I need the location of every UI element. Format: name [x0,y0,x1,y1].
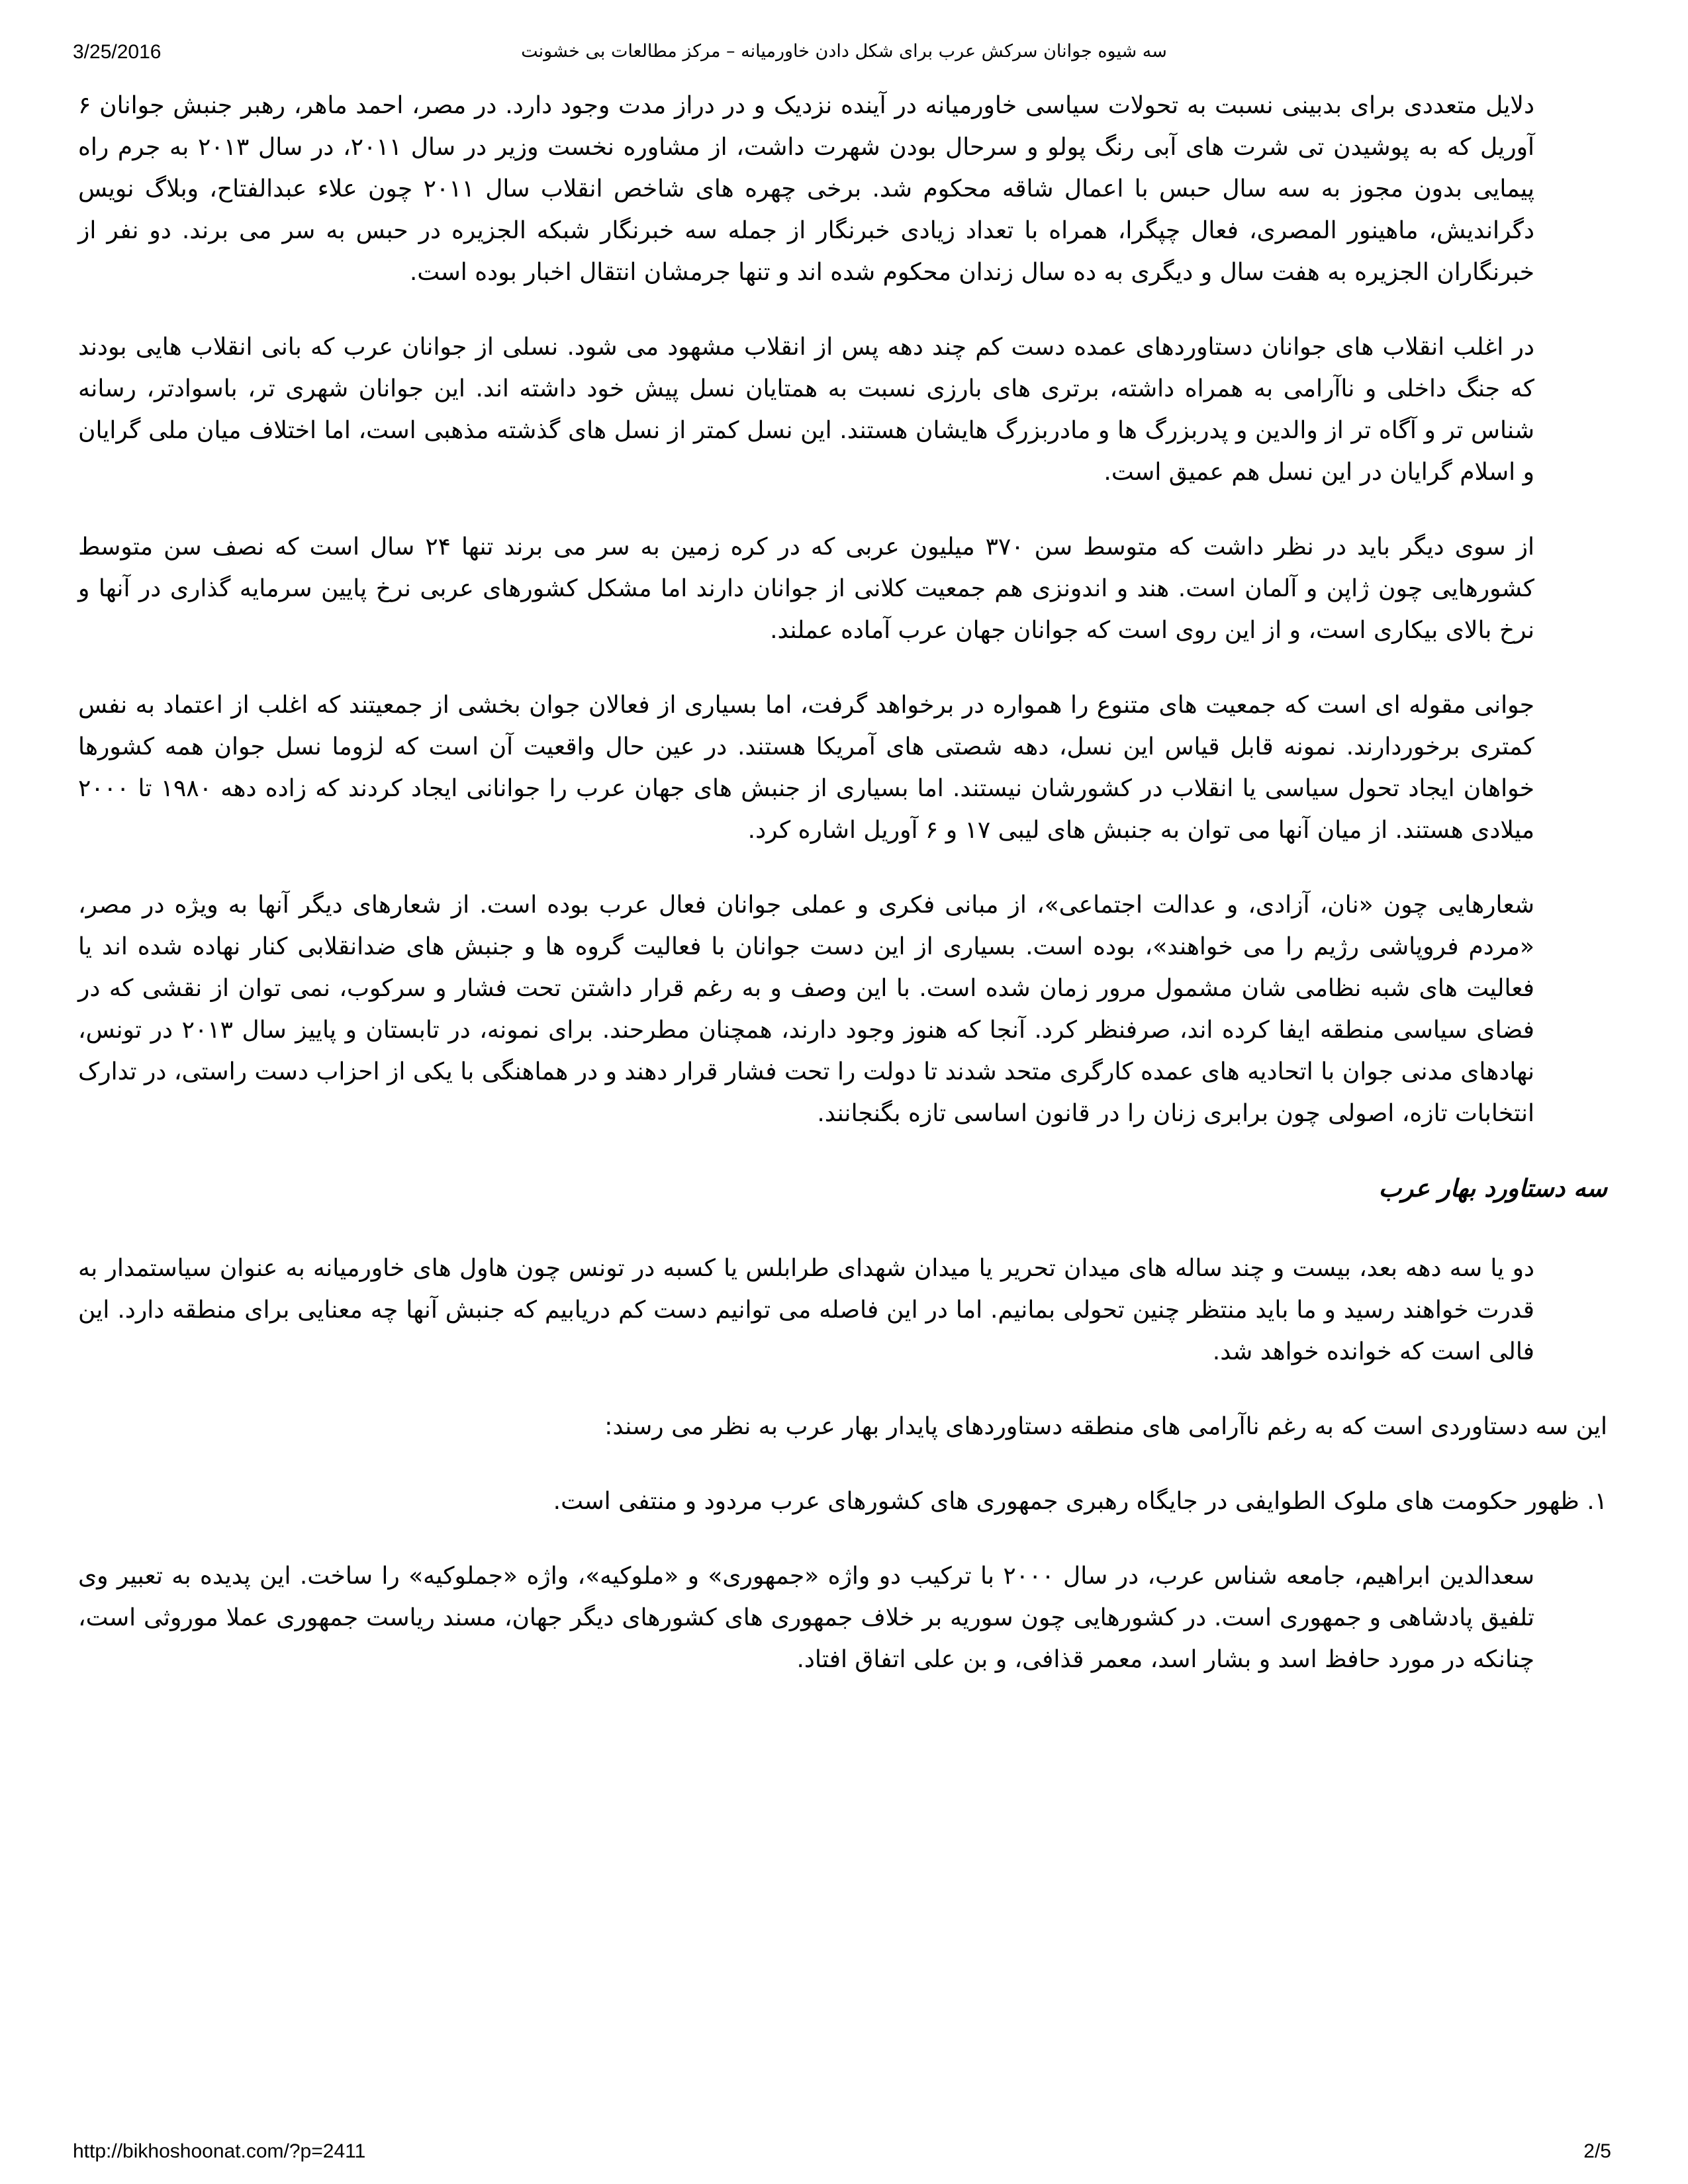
paragraph: سعدالدین ابراهیم، جامعه شناس عرب، در سال ۲۰۰۰ با ترکیب دو واژه «جمهوری» و «ملوکیه»، واژه «جملوکیه» را ساخت. این پدیده به تعبیر وی تلفیق پادشاهی و جمهوری است. در کشورهایی چون سوریه بر خلاف جمهوری های کشورهای دیگر جهان، مسند ریاست جمهوری عملا موروثی است، چنانکه در مورد حافظ اسد و بشار اسد، معمر قذافی، و بن علی اتفاق افتاد. [78,1563,1534,1673]
section-heading: سه دستاورد بهار عرب [1378,1174,1607,1203]
print-date: 3/25/2016 [73,41,162,63]
page-number: 2/5 [1583,2140,1611,2162]
paragraph: از سوی دیگر باید در نظر داشت که متوسط سن ۳۷۰ میلیون عربی که در کره زمین به سر می برند تنها ۲۴ سال است که نصف سن متوسط کشورهایی چون ژاپن و آلمان است. هند و اندونزی هم جمعیت کلانی از جوانان دارند اما مشکل کشورهای عربی نرخ پایین سرمایه گذاری در آنها و نرخ بالای بیکاری است، و از این روی است که جوانان جهان عرب آماده عملند. [78,533,1534,644]
list-item: ۱. ظهور حکومت های ملوک الطوایفی در جایگاه رهبری جمهوری های کشورهای عرب مردود و منتفی است. [553,1488,1607,1515]
paragraph: در اغلب انقلاب های جوانان دستاوردهای عمده دست کم چند دهه پس از انقلاب مشهود می شود. نسلی از جوانان عرب که بانی انقلاب هایی بودند که جنگ داخلی و ناآرامی به همراه داشته، برتری های بارزی نسبت به همتایان نسل پیش خود داشته اند. این جوانان شهری تر، باسوادتر، رسانه شناس تر و آگاه تر از والدین و پدربزرگ ها و مادربزرگ هایشان هستند. این نسل کمتر از نسل های گذشته مذهبی است، اما اختلاف میان ملی گرایان و اسلام گرایان در این نسل هم عمیق است. [78,334,1534,486]
page-url[interactable]: http://bikhoshoonat.com/?p=2411 [73,2140,366,2162]
paragraph: جوانی مقوله ای است که جمعیت های متنوع را همواره در برخواهد گرفت، اما بسیاری از فعالان جوان بخشی از جمعیتند که اغلب از اعتماد به نفس کمتری برخوردارند. نمونه قابل قیاس این نسل، دهه شصتی های آمریکا هستند. در عین حال واقعیت آن است که لزوما نسل جوان همه کشورها خواهان ایجاد تحول سیاسی یا انقلاب در کشورشان نیستند. اما بسیاری از جنبش های جهان عرب را جوانانی ایجاد کردند که زاده دهه ۱۹۸۰ تا ۲۰۰۰ میلادی هستند. از میان آنها می توان به جنبش های لیبی ۱۷ و ۶ آوریل اشاره کرد. [78,692,1535,844]
paragraph: دو یا سه دهه بعد، بیست و چند ساله های میدان تحریر یا میدان شهدای طرابلس یا کسبه در تونس چون هاول های خاورمیانه به عنوان سیاستمدار به قدرت خواهند رسید و ما باید منتظر چنین تحولی بمانیم. اما در این فاصله می توانیم دست کم دریابیم که جنبش آنها چه معنایی برای منطقه دارد. این فالی است که خوانده خواهد شد. [78,1255,1534,1365]
paragraph: دلایل متعددی برای بدبینی نسبت به تحولات سیاسی خاورمیانه در آینده نزدیک و در دراز مدت وجود دارد. در مصر، احمد ماهر، رهبر جنبش جوانان ۶ آوریل که به پوشیدن تی شرت های آبی رنگ پولو و سرحال بودن شهرت داشت، از مشاوره نخست وزیر در سال ۲۰۱۱، در سال ۲۰۱۳ به جرم راه پیمایی بدون مجوز به سه سال حبس با اعمال شاقه محکوم شد. برخی چهره های شاخص انقلاب سال ۲۰۱۱ چون علاء عبدالفتاح، وبلاگ نویس دگراندیش، ماهینور المصری، فعال چپگرا، همراه با تعداد زیادی خبرنگار از جمله سه خبرنگار شبکه الجزیره در حبس به سر می برند. دو نفر از خبرنگاران الجزیره به هفت سال و دیگری به ده سال زندان محکوم شده اند و تنها جرمشان انتقال اخبار بوده است. [78,92,1534,286]
page-footer [0,2131,1688,2171]
page-header [0,0,1688,73]
page-title: سه شیوه جوانان سرکش عرب برای شکل دادن خاورمیانه – مرکز مطالعات بی خشونت [521,41,1167,62]
paragraph: این سه دستاوردی است که به رغم ناآرامی های منطقه دستاوردهای پایدار بهار عرب به نظر می رسند: [604,1413,1607,1440]
paragraph: شعارهایی چون «نان، آزادی، و عدالت اجتماعی»، از مبانی فکری و عملی جوانان فعال عرب بوده است. از شعارهای دیگر آنها به ویژه در مصر، «مردم فروپاشی رژیم را می خواهند»، بوده است. بسیاری از این دست جوانان با فعالیت گروه ها و جنبش های ضدانقلابی کنار نهاده شده اند یا فعالیت های شبه نظامی شان مشمول مرور زمان شده است. با این وصف و به رغم قرار داشتن تحت فشار و سرکوب، نمی توان از نقشی که در فضای سیاسی منطقه ایفا کرده اند، صرفنظر کرد. آنجا که هنوز وجود دارند، همچنان مطرحند. برای نمونه، در تابستان و پاییز سال ۲۰۱۳ در تونس، نهادهای مدنی جوان با اتحادیه های عمده کارگری متحد شدند تا دولت را تحت فشار قرار دهند و در هماهنگی با یکی از احزاب دست راستی، در تدارک انتخابات تازه، اصولی چون برابری زنان را در قانون اساسی تازه بگنجانند. [78,891,1534,1127]
article-body [78,85,1607,1713]
